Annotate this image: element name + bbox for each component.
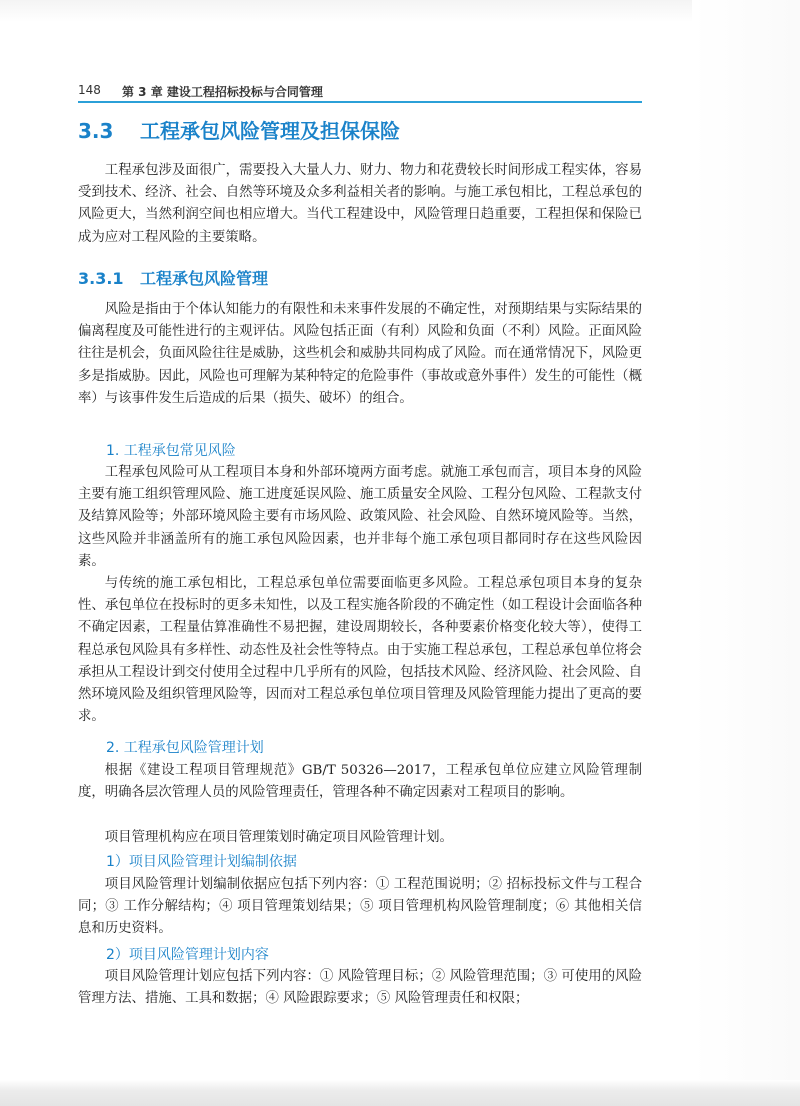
part2-paragraph-1: 根据《建设工程项目管理规范》GB/T 50326—2017，工程承包单位应建立风险管理制度，明确各层次管理人员的风险管理责任，管理各种不确定因素对工程项目的影响。: [78, 763, 642, 801]
part2-sub2-heading: 2）项目风险管理计划内容: [106, 947, 269, 963]
section-heading: [78, 115, 400, 144]
part2-heading: 2. 工程承包风险管理计划: [106, 740, 264, 756]
scan-right-margin: [692, 0, 800, 1106]
running-header: [78, 83, 642, 103]
part1-paragraph-2: 与传统的施工承包相比，工程总承包单位需要面临更多风险。工程总承包项目本身的复杂性、承包单位在投标时的更多未知性，以及工程实施各阶段的不确定性（如工程设计会面临各种不确定因素，工程量估算准确性不易把握，建设周期较长，各种要素价格变化较大等），使得工程总承包风险具有多样性、动态性及社会性等特点。由于实施工程总承包，工程总承包单位将会承担从工程设计到交付使用全过程中几乎所有的风险，包括技术风险、经济风险、社会风险、自然环境风险及组织管理风险等，因而对工程总承包单位项目管理及风险管理能力提出了更高的要求。: [78, 576, 642, 725]
subsection-heading: [78, 266, 268, 289]
book-page: [78, 0, 642, 1106]
section-intro-paragraph: 工程承包涉及面很广，需要投入大量人力、财力、物力和花费较长时间形成工程实体，容易受到技术、经济、社会、自然等环境及众多利益相关者的影响。与施工承包相比，工程总承包的风险更大，当然利润空间也相应增大。当代工程建设中，风险管理日趋重要，工程担保和保险已成为应对工程风险的主要策略。: [78, 163, 642, 245]
part1-heading: 1. 工程承包常见风险: [106, 443, 236, 459]
page-number: 148: [78, 83, 101, 97]
section-title: 工程承包风险管理及担保保险: [140, 119, 400, 143]
subsection-number: 3.3.1: [78, 269, 124, 288]
header-rule: [78, 101, 642, 103]
part2-paragraph-2: 项目管理机构应在项目管理策划时确定项目风险管理计划。: [104, 830, 453, 845]
risk-definition-paragraph: 风险是指由于个体认知能力的有限性和未来事件发展的不确定性，对预期结果与实际结果的偏离程度及可能性进行的主观评估。风险包括正面（有利）风险和负面（不利）风险。正面风险往往是机会，负面风险往往是威胁，这些机会和威胁共同构成了风险。而在通常情况下，风险更多是指威胁。因此，风险也可理解为某种特定的危险事件（事故或意外事件）发生的可能性（概率）与该事件发生后造成的后果（损失、破坏）的组合。: [78, 302, 642, 406]
part2-sub2-paragraph: 项目风险管理计划应包括下列内容：① 风险管理目标；② 风险管理范围；③ 可使用的风险管理方法、措施、工具和数据；④ 风险跟踪要求；⑤ 风险管理责任和权限；: [78, 969, 642, 1007]
section-number: 3.3: [78, 119, 114, 143]
part2-sub1-heading: 1）项目风险管理计划编制依据: [106, 854, 297, 870]
part1-paragraph-1: 工程承包风险可从工程项目本身和外部环境两方面考虑。就施工承包而言，项目本身的风险主要有施工组织管理风险、施工进度延误风险、施工质量安全风险、工程分包风险、工程款支付及结算风险等；外部环境风险主要有市场风险、政策风险、社会风险、自然环境风险等。当然，这些风险并非涵盖所有的施工承包风险因素，也并非每个施工承包项目都同时存在这些风险因素。: [78, 465, 642, 569]
part2-sub1-paragraph: 项目风险管理计划编制依据应包括下列内容：① 工程范围说明；② 招标投标文件与工程合同；③ 工作分解结构；④ 项目管理策划结果；⑤ 项目管理机构风险管理制度；⑥ 其他相关信息和历史资料。: [78, 877, 642, 937]
subsection-title: 工程承包风险管理: [140, 269, 269, 288]
chapter-title: 第 3 章 建设工程招标投标与合同管理: [122, 85, 323, 99]
